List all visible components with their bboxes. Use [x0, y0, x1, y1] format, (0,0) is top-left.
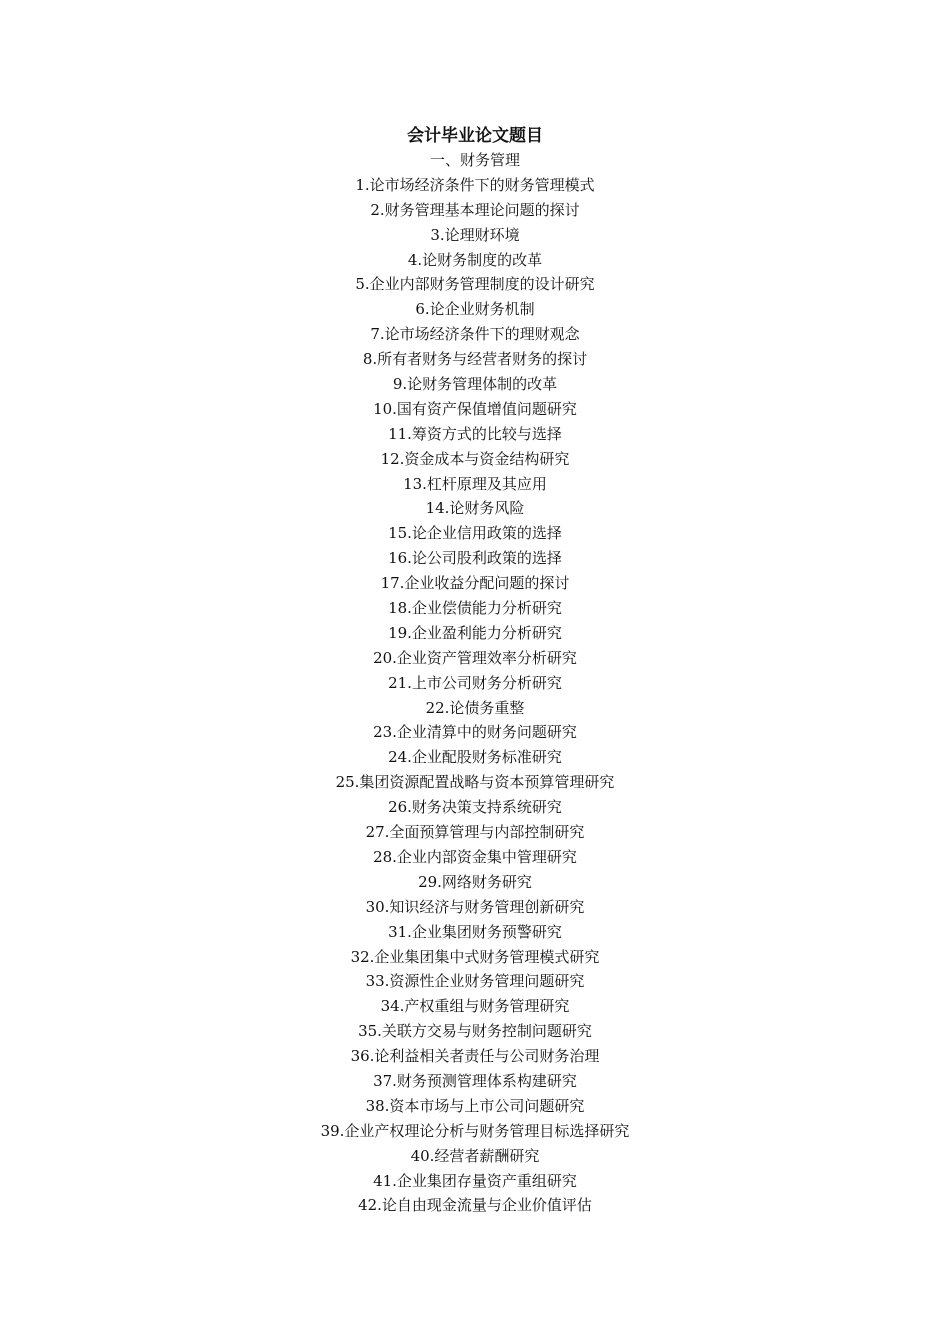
topic-item: 29.网络财务研究	[418, 872, 532, 891]
topic-item: 2.财务管理基本理论问题的探讨	[370, 200, 580, 219]
topic-item: 39.企业产权理论分析与财务管理目标选择研究	[320, 1121, 630, 1140]
topic-item: 20.企业资产管理效率分析研究	[373, 648, 577, 667]
topic-item: 37.财务预测管理体系构建研究	[373, 1071, 577, 1090]
topic-item: 34.产权重组与财务管理研究	[380, 997, 570, 1016]
topic-item: 28.企业内部资金集中管理研究	[373, 847, 577, 866]
topic-item: 21.上市公司财务分析研究	[388, 673, 562, 692]
topic-item: 26.财务决策支持系统研究	[388, 798, 562, 817]
topic-item: 19.企业盈利能力分析研究	[388, 623, 562, 642]
topic-item: 32.企业集团集中式财务管理模式研究	[350, 947, 600, 966]
topic-item: 41.企业集团存量资产重组研究	[373, 1171, 577, 1190]
document-title: 会计毕业论文题目	[407, 126, 543, 146]
topic-item: 4.论财务制度的改革	[407, 250, 543, 269]
topic-item: 16.论公司股利政策的选择	[388, 549, 562, 568]
topic-item: 10.国有资产保值增值问题研究	[373, 399, 577, 418]
section-heading: 一、财务管理	[429, 151, 520, 169]
topic-item: 3.论理财环境	[430, 225, 520, 244]
topic-item: 27.全面预算管理与内部控制研究	[365, 823, 585, 842]
topic-item: 23.企业清算中的财务问题研究	[373, 723, 577, 742]
topic-item: 11.筹资方式的比较与选择	[388, 424, 562, 443]
topic-item: 12.资金成本与资金结构研究	[380, 449, 570, 468]
topic-item: 42.论自由现金流量与企业价值评估	[358, 1196, 592, 1215]
topic-list	[0, 148, 950, 1218]
topic-item: 6.论企业财务机制	[415, 300, 535, 319]
topic-item: 40.经营者薪酬研究	[410, 1146, 540, 1165]
topic-item: 30.知识经济与财务管理创新研究	[365, 897, 585, 916]
topic-item: 33.资源性企业财务管理问题研究	[365, 972, 585, 991]
topic-item: 35.关联方交易与财务控制问题研究	[358, 1022, 592, 1041]
topic-item: 9.论财务管理体制的改革	[392, 375, 558, 394]
topic-item: 36.论利益相关者责任与公司财务治理	[350, 1047, 600, 1066]
topic-item: 13.杠杆原理及其应用	[403, 474, 547, 493]
topic-item: 5.企业内部财务管理制度的设计研究	[355, 275, 595, 294]
topic-item: 25.集团资源配置战略与资本预算管理研究	[335, 773, 615, 792]
topic-item: 31.企业集团财务预警研究	[388, 922, 562, 941]
topic-item: 24.企业配股财务标准研究	[388, 748, 562, 767]
topic-item: 7.论市场经济条件下的理财观念	[370, 325, 580, 344]
topic-item: 17.企业收益分配问题的探讨	[380, 574, 570, 593]
topic-item: 22.论债务重整	[425, 698, 525, 717]
topic-item: 14.论财务风险	[425, 499, 525, 518]
topic-item: 8.所有者财务与经营者财务的探讨	[362, 350, 588, 369]
topic-item: 38.资本市场与上市公司问题研究	[365, 1096, 585, 1115]
topic-item: 15.论企业信用政策的选择	[388, 524, 562, 543]
topic-item: 18.企业偿债能力分析研究	[388, 599, 562, 618]
topic-item: 1.论市场经济条件下的财务管理模式	[355, 175, 595, 194]
